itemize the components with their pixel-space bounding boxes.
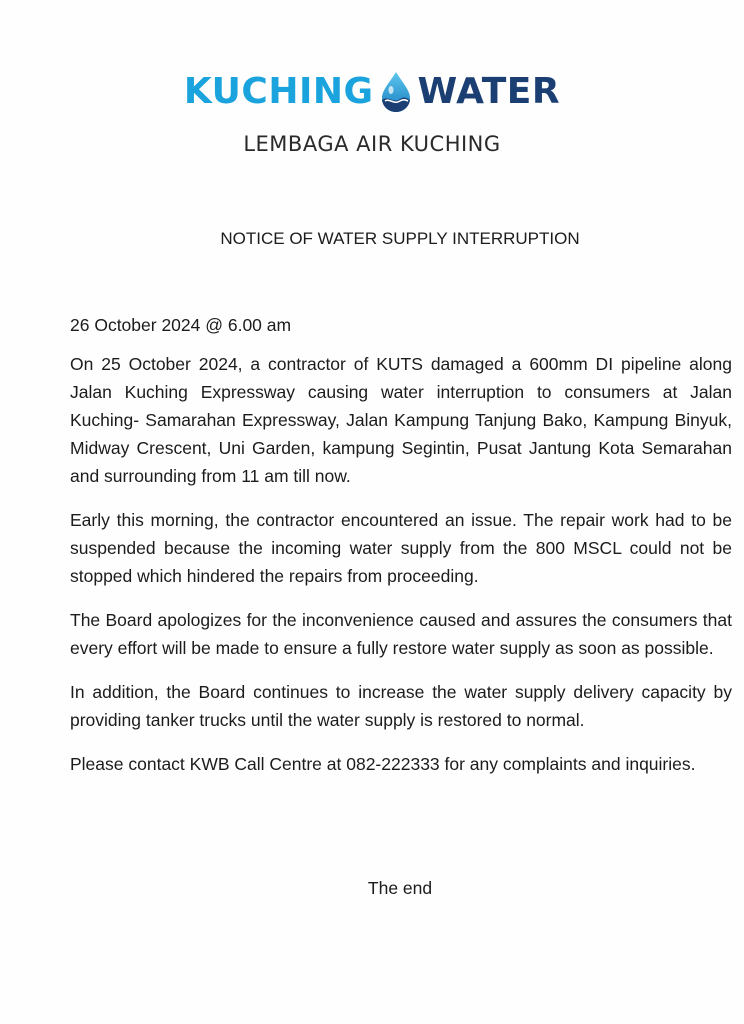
logo-word-kuching: KUCHING [183,71,374,112]
logo-subtitle: LEMBAGA AIR KUCHING [243,132,501,156]
notice-body [70,311,732,794]
notice-paragraph: On 25 October 2024, a contractor of KUTS damaged a 600mm DI pipeline along Jalan Kuching Expressway causing water interruption to consumers at Jalan Kuching- Samarahan Expressway, Jalan Kampung Tanjung Bako, Kampung Binyuk, Midway Crescent, Uni Garden, kampung Segintin, Pusat Jantung Kota Semarahan and surrounding from 11 am till now. [70,354,732,486]
notice-paragraph: The Board apologizes for the inconvenience caused and assures the consumers that every effort will be made to ensure a fully restore water supply as soon as possible. [70,610,732,658]
notice-paragraph: Please contact KWB Call Centre at 082-222333 for any complaints and inquiries. [70,754,696,774]
notice-title: NOTICE OF WATER SUPPLY INTERRUPTION [220,229,580,248]
notice-dateline: 26 October 2024 @ 6.00 am [70,315,292,335]
notice-paragraph: Early this morning, the contractor encountered an issue. The repair work had to be suspended because the incoming water supply from the 800 MSCL could not be stopped which hindered the repairs from proceeding. [70,510,732,586]
logo-word-water: WATER [417,71,561,112]
notice-closing: The end [367,878,433,898]
notice-paragraph: In addition, the Board continues to increase the water supply delivery capacity by providing tanker trucks until the water supply is restored to normal. [70,682,732,730]
kuching-water-logo [0,70,744,114]
water-drop-icon [376,70,416,114]
